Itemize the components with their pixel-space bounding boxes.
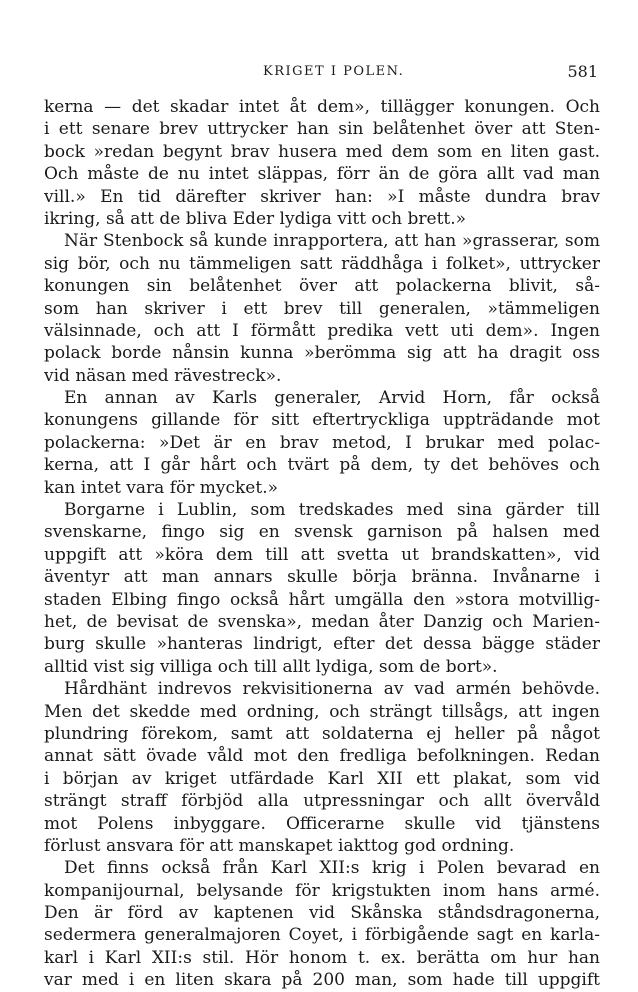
text-line: välsinnade, och att I förmått predika vett uti dem». Ingen	[44, 320, 600, 341]
text-line: Den är förd av kaptenen vid Skånska ståndsdragonerna,	[44, 903, 600, 924]
text-line: ikring, så att de bliva Eder lydiga vitt och brett.»	[44, 208, 467, 229]
running-head	[0, 64, 638, 84]
text-line: plundring förekom, samt att soldaterna ej heller på något	[44, 723, 600, 744]
text-line: förlust ansvara för att manskapet iakttog god ordning.	[44, 835, 515, 856]
text-line: mot Polens inbyggare. Officerarne skulle vid tjänstens	[44, 813, 600, 834]
text-line: strängt straff förbjöd alla utpressningar och allt övervåld	[44, 791, 600, 812]
text-line: kerna, att I går hårt och tvärt på dem, ty det behöves och	[44, 455, 600, 476]
text-line: alltid vist sig villiga och till allt lydiga, som de bort».	[44, 656, 498, 677]
text-line: Det finns också från Karl XII:s krig i Polen bevarad en	[64, 858, 600, 879]
text-line: uppgift att »köra dem till att svetta ut brandskatten», vid	[44, 544, 600, 565]
body-text	[44, 96, 600, 991]
text-line: polackerna: »Det är en brav metod, I brukar med polac-	[44, 432, 600, 453]
text-line: konungens gillande för sitt eftertryckliga uppträdande mot	[44, 410, 600, 431]
text-line: var med i en liten skara på 200 man, som hade till uppgift	[44, 970, 600, 991]
text-line: polack borde nånsin kunna »berömma sig att ha dragit oss	[44, 343, 600, 364]
text-line: När Stenbock så kunde inrapportera, att han »grasserar, som	[64, 231, 600, 252]
text-line: i ett senare brev uttrycker han sin belåtenhet över att Sten-	[44, 119, 600, 140]
text-line: vid näsan med rävestreck».	[44, 365, 282, 386]
text-line: Och måste de nu intet släppas, förr än de göra allt vad man	[44, 164, 600, 185]
running-title: KRIGET I POLEN.	[263, 64, 405, 79]
text-line: burg skulle »hanteras lindrigt, efter det dessa bägge städer	[44, 634, 600, 655]
text-line: kompanijournal, belysande för krigstukten inom hans armé.	[44, 880, 600, 901]
text-line: vill.» En tid därefter skriver han: »I måste dundra brav	[44, 186, 600, 207]
text-line: bock »redan begynt brav husera med dem som en liten gast.	[44, 141, 600, 162]
text-line: som han skriver i ett brev till generalen, »tämmeligen	[44, 298, 600, 319]
text-line: sig bör, och nu tämmeligen satt räddhåga i folket», uttrycker	[44, 253, 600, 274]
text-line: konungen sin belåtenhet över att polackerna blivit, så-	[44, 276, 600, 297]
text-line: äventyr att man annars skulle börja bränna. Invånarne i	[44, 567, 600, 588]
text-line: Borgarne i Lublin, som tredskades med sina gärder till	[64, 500, 600, 521]
text-line: karl i Karl XII:s stil. Hör honom t. ex. berätta om hur han	[44, 947, 600, 968]
text-line: svenskarne, fingo sig en svensk garnison på halsen med	[44, 522, 600, 543]
text-line: kan intet vara för mycket.»	[44, 477, 279, 498]
text-line: Men det skedde med ordning, och strängt tillsågs, att ingen	[44, 701, 600, 722]
text-line: het, de bevisat de svenska», medan åter Danzig och Marien-	[44, 611, 600, 632]
page-number: 581	[567, 62, 598, 81]
text-line: i början av kriget utfärdade Karl XII ett plakat, som vid	[44, 768, 600, 789]
text-line: annat sätt övade våld mot den fredliga befolkningen. Redan	[44, 746, 600, 767]
text-line: kerna — det skadar intet åt dem», tillägger konungen. Och	[44, 97, 600, 117]
text-line: En annan av Karls generaler, Arvid Horn, får också	[64, 388, 600, 409]
text-line: sedermera generalmajoren Coyet, i förbigående sagt en karla-	[44, 925, 600, 946]
text-line: staden Elbing fingo också hårt umgälla den »stora motvillig-	[44, 589, 600, 610]
text-line: Hårdhänt indrevos rekvisitionerna av vad armén behövde.	[64, 679, 600, 700]
